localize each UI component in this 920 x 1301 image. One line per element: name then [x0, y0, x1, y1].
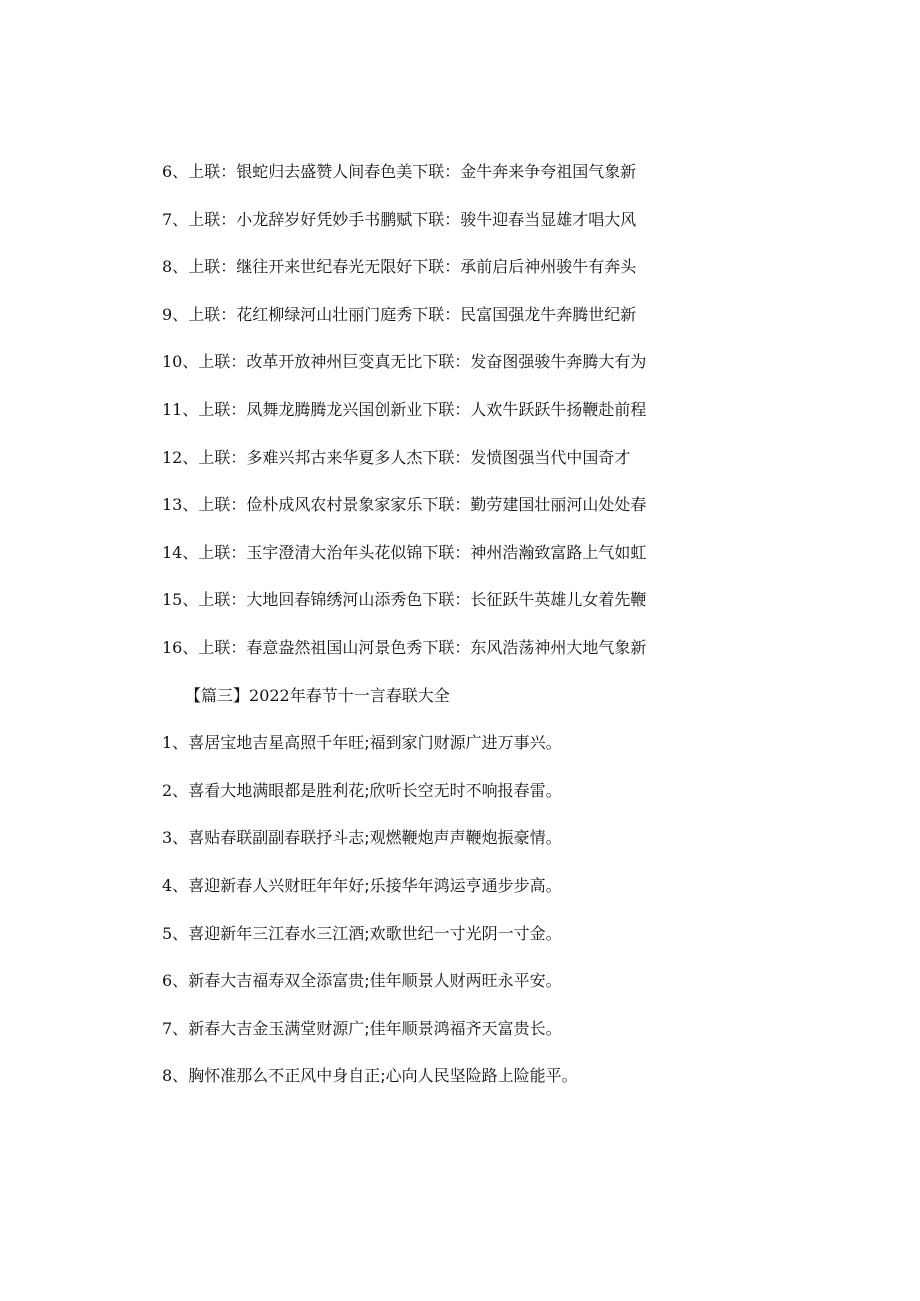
line-text: 上联：改革开放神州巨变真无比下联：发奋图强骏牛奔腾大有为 — [198, 352, 647, 372]
line-text: 上联：小龙辞岁好凭妙手书鹏赋下联：骏牛迎春当显雄才唱大风 — [188, 209, 637, 229]
line-number: 12、 — [162, 447, 199, 467]
couplet-line — [162, 204, 862, 252]
section-heading — [162, 680, 862, 728]
line-number: 5、 — [162, 923, 189, 943]
line-number: 8、 — [162, 257, 189, 277]
line-text: 胸怀准那么不正风中身自正;心向人民坚险路上险能平。 — [188, 1066, 578, 1086]
line-number: 13、 — [162, 495, 199, 515]
couplet-line — [162, 394, 862, 442]
line-number: 16、 — [162, 637, 199, 657]
line-number: 6、 — [162, 162, 189, 181]
heading-year: 2022 — [249, 685, 290, 705]
line-text: 上联：大地回春锦绣河山添秀色下联：长征跃牛英雄儿女着先鞭 — [198, 590, 647, 610]
line-number: 2、 — [162, 780, 189, 800]
line-text: 新春大吉福寿双全添富贵;佳年顺景人财两旺永平安。 — [188, 971, 562, 991]
line-text: 喜迎新年三江春水三江酒;欢歌世纪一寸光阴一寸金。 — [188, 923, 562, 943]
line-text: 新春大吉金玉满堂财源广;佳年顺景鸿福齐天富贵长。 — [188, 1018, 562, 1038]
couplet-line — [162, 1060, 862, 1108]
line-number: 7、 — [162, 209, 189, 229]
couplet-line — [162, 822, 862, 870]
line-number: 9、 — [162, 304, 189, 324]
line-number: 6、 — [162, 971, 189, 991]
couplet-line — [162, 537, 862, 585]
line-text: 喜看大地满眼都是胜利花;欣听长空无时不响报春雷。 — [188, 780, 562, 800]
line-text: 喜居宝地吉星高照千年旺;福到家门财源广进万事兴。 — [188, 733, 562, 753]
line-number: 15、 — [162, 590, 199, 610]
line-number: 7、 — [162, 1018, 189, 1038]
line-number: 3、 — [162, 828, 189, 848]
line-text: 上联：银蛇归去盛赞人间春色美下联：金牛奔来争夸祖国气象新 — [188, 162, 637, 181]
line-text: 上联：多难兴邦古来华夏多人杰下联：发愤图强当代中国奇才 — [198, 447, 631, 467]
couplet-line — [162, 442, 862, 490]
couplet-line — [162, 775, 862, 823]
line-number: 14、 — [162, 542, 199, 562]
heading-prefix: 【篇三】 — [185, 685, 250, 705]
couplet-line — [162, 156, 862, 204]
line-number: 4、 — [162, 875, 189, 895]
line-text: 上联：凤舞龙腾腾龙兴国创新业下联：人欢牛跃跃牛扬鞭赴前程 — [198, 399, 647, 419]
couplet-line — [162, 346, 862, 394]
line-text: 上联：春意盎然祖国山河景色秀下联：东风浩荡神州大地气象新 — [198, 637, 647, 657]
couplet-line — [162, 727, 862, 775]
line-text: 喜迎新春人兴财旺年年好;乐接华年鸿运亨通步步高。 — [188, 875, 562, 895]
line-number: 8、 — [162, 1066, 189, 1086]
line-number: 1、 — [162, 733, 189, 753]
line-text: 上联：继往开来世纪春光无限好下联：承前启后神州骏牛有奔头 — [188, 257, 637, 277]
couplet-line — [162, 1013, 862, 1061]
line-number: 11、 — [162, 399, 199, 419]
line-text: 上联：玉宇澄清大治年头花似锦下联：神州浩瀚致富路上气如虹 — [198, 542, 647, 562]
couplet-line — [162, 870, 862, 918]
couplet-line — [162, 489, 862, 537]
line-number: 10、 — [162, 352, 199, 372]
line-text: 上联：花红柳绿河山壮丽门庭秀下联：民富国强龙牛奔腾世纪新 — [188, 304, 637, 324]
couplet-line — [162, 584, 862, 632]
document-body — [162, 156, 862, 1108]
line-text: 喜贴春联副副春联抒斗志;观燃鞭炮声声鞭炮振豪情。 — [188, 828, 562, 848]
heading-suffix: 年春节十一言春联大全 — [289, 685, 450, 705]
couplet-line — [162, 632, 862, 680]
couplet-line — [162, 299, 862, 347]
couplet-line — [162, 251, 862, 299]
line-text: 上联：俭朴成风农村景象家家乐下联：勤劳建国壮丽河山处处春 — [198, 495, 647, 515]
couplet-line — [162, 965, 862, 1013]
couplet-line — [162, 918, 862, 966]
